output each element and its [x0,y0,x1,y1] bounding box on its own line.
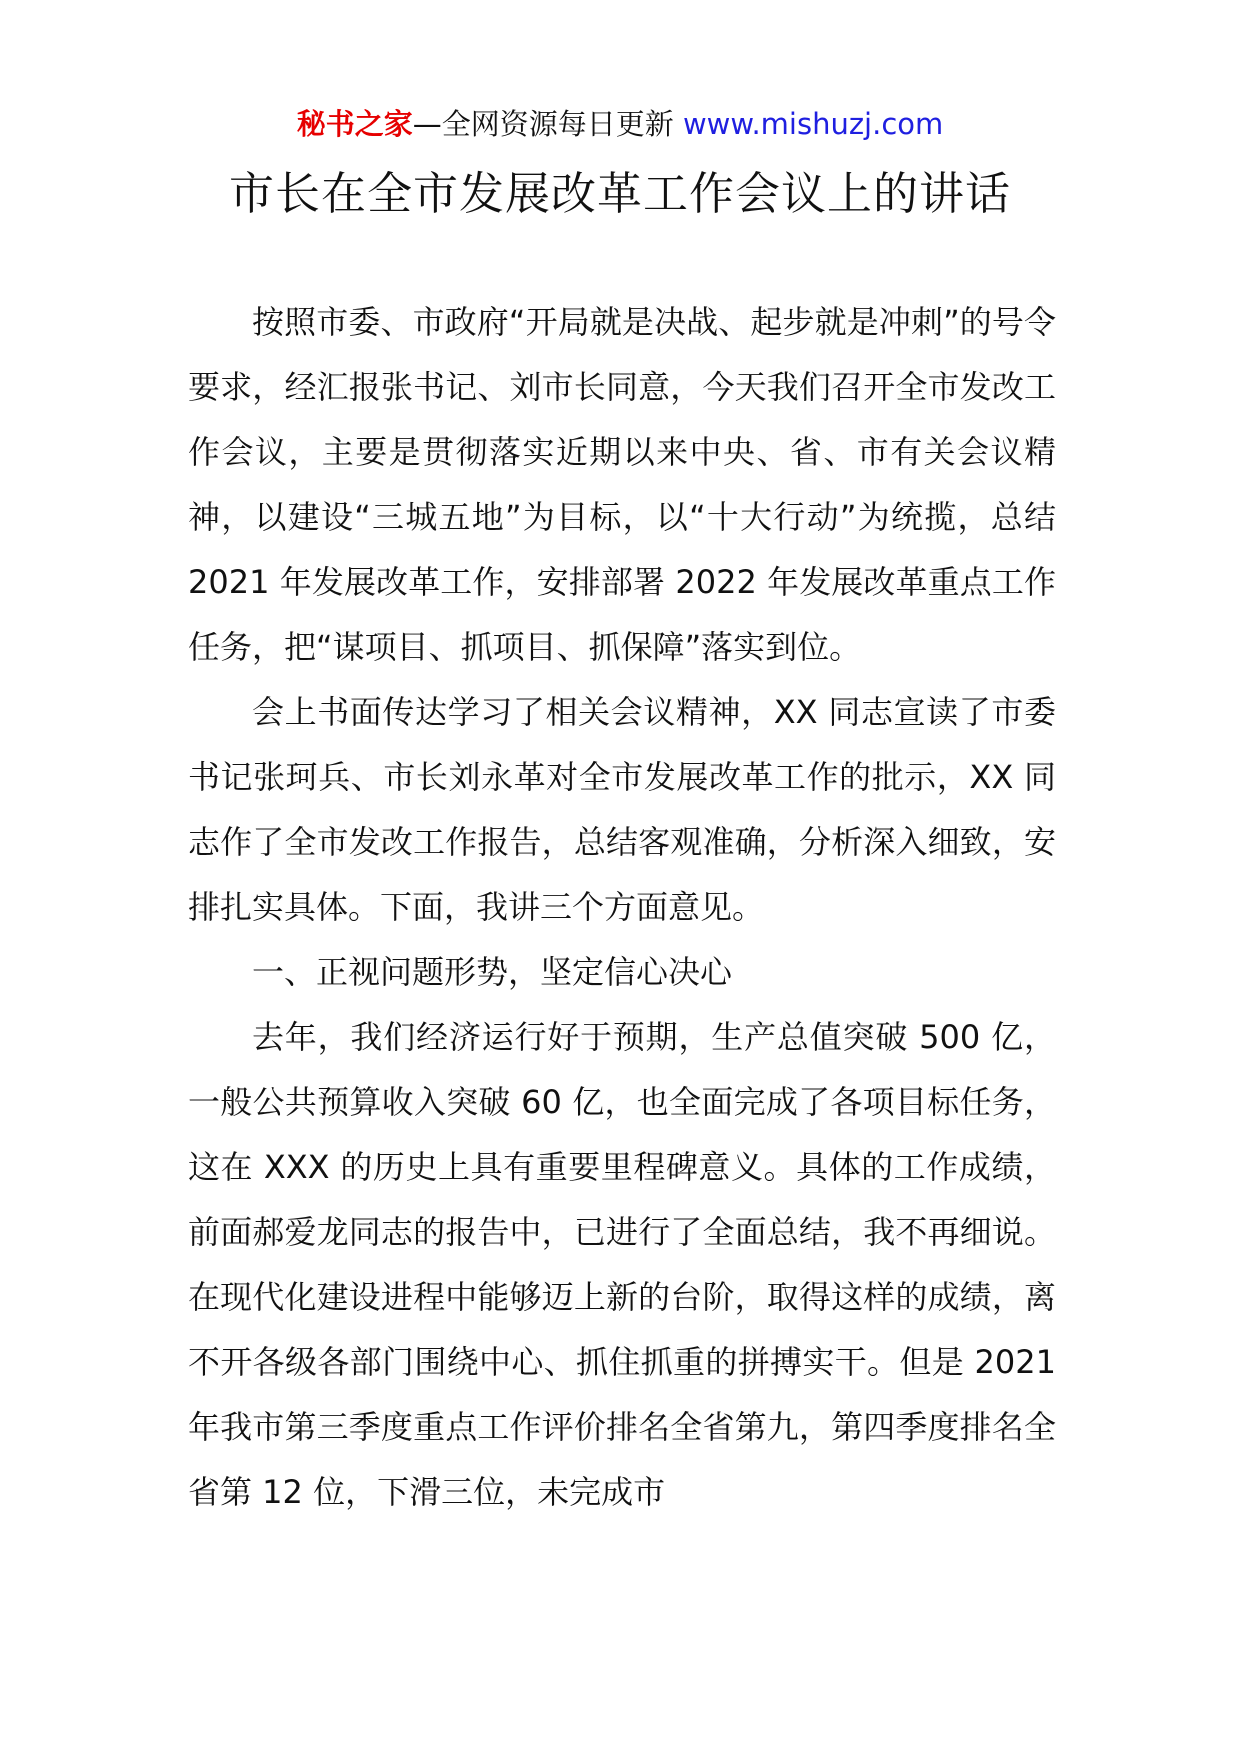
paragraph-meeting-summary: 会上书面传达学习了相关会议精神，XX 同志宣读了市委书记张珂兵、市长刘永革对全市发展改革工作的批示，XX 同志作了全市发改工作报告，总结客观准确，分析深入细致，安排扎实具体。下面，我讲三个方面意见。 [188,693,1056,926]
banner-slogan: —全网资源每日更新 [412,107,674,141]
paragraph-last-year-review: 去年，我们经济运行好于预期，生产总值突破 500 亿，一般公共预算收入突破 60 亿，也全面完成了各项目标任务，这在 XXX 的历史上具有重要里程碑意义。具体的工作成绩，前面郝爱龙同志的报告中，已进行了全面总结，我不再细说。在现代化建设进程中能够迈上新的台阶，取得这样的成绩，离不开各级各部门围绕中心、抓住抓重的拼搏实干。但是 2021 年我市第三季度重点工作评价排名全省第九，第四季度排名全省第 12 位，下滑三位，未完成市 [188,1018,1056,1511]
section-heading-1: 一、正视问题形势，坚定信心决心 [252,953,733,991]
paragraph-opening: 按照市委、市政府“开局就是决战、起步就是冲刺”的号令要求，经汇报张书记、刘市长同意，今天我们召开全市发改工作会议，主要是贯彻落实近期以来中央、省、市有关会议精神，以建设“三城五地”为目标，以“十大行动”为统揽，总结 2021 年发展改革工作，安排部署 2022 年发展改革重点工作任务，把“谋项目、抓项目、抓保障”落实到位。 [188,303,1056,666]
banner-site-url[interactable]: www.mishuzj.com [682,107,944,141]
document-body [188,290,1056,1525]
watermark-banner [0,104,1240,144]
document-title: 市长在全市发展改革工作会议上的讲话 [228,167,1011,220]
banner-brand: 秘书之家 [296,107,413,141]
